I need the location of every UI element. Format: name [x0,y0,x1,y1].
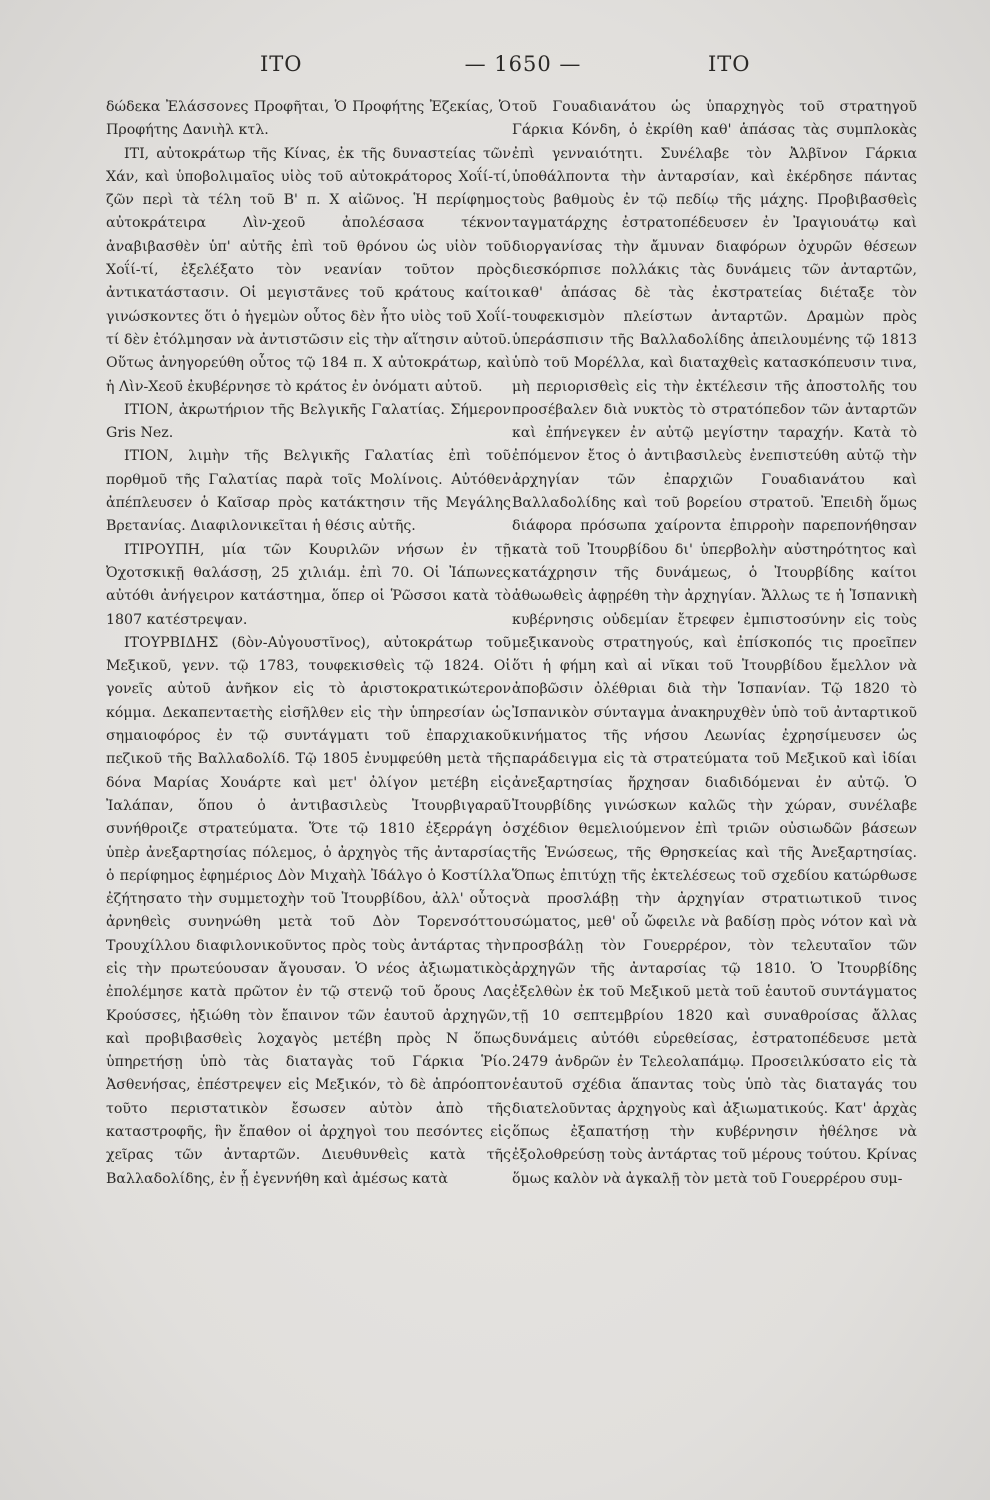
entry-continuation: δώδεκα Ἐλάσσονες Προφῆται, Ὁ Προφήτης Ἐζεκίας, Ὁ Προφήτης Δανιὴλ κτλ. [106,99,511,139]
header-left-word: ΙΤΟ [260,52,303,76]
entry-itourbidis: ΙΤΟΥΡΒΙΔΗΣ (δὸν-Αὐγουστῖνος), αὐτοκράτωρ τοῦ Μεξικοῦ, γενν. τῷ 1783, τουφεκισθεὶς τῷ 1824. Οἱ γονεῖς αὐτοῦ ἀνῆκον εἰς τὸ ἀριστοκρατικώτερον κόμμα. Δεκαπενταετὴς εἰσῆλθεν εἰς τὴν ὑπηρεσίαν ὡς σημαιοφόρος ἐν τῷ συντάγματι τοῦ ἐπαρχιακοῦ πεζικοῦ τῆς Βαλλαδολίδ. Τῷ 1805 ἐνυμφεύθη μετὰ τῆς δόνα Μαρίας Χουάρτε καὶ μετ' ὀλίγον μετέβη εἰς Ἰαλάπαν, ὅπου ὁ ἀντιβασιλεὺς Ἰτουρβιγαραῦ συνήθροιζε στρατεύματα. Ὅτε τῷ 1810 ἐξερράγη ὁ ὑπὲρ ἀνεξαρτησίας πόλεμος, ὁ ἀρχηγὸς τῆς ἀνταρσίας ὁ περίφημος ἐφημέριος Δὸν Μιχαὴλ Ἰδάλγο ὁ Κοστίλλα ἐζήτησατο τὴν συμμετοχὴν τοῦ Ἰτουρβίδου, ἀλλ' οὗτος ἀρνηθεὶς συνηνώθη μετὰ τοῦ Δὸν Τορενσόττου Τρουχίλλου διαφιλονικοῦντος πρὸς τοὺς ἀντάρτας τὴν εἰς τὴν πρωτεύουσαν ἄγουσαν. Ὁ νέος ἀξιωματικὸς ἐπολέμησε κατὰ πρῶτον ἐν τῷ στενῷ τοῦ ὄρους Λας Κρούσσες, ἠξιώθη τὸν ἔπαινον τῶν ἑαυτοῦ ἀρχηγῶν, καὶ προβιβασθεὶς λοχαγὸς μετέβη πρὸς Ν ὅπως ὑπηρετήσῃ ὑπὸ τὰς διαταγὰς τοῦ Γάρκια Ῥίο. Ἀσθενήσας, ἐπέστρεψεν εἰς Μεξικόν, τὸ δὲ ἀπρόοπτον τοῦτο περιστατικὸν ἔσωσεν αὐτὸν ἀπὸ τῆς καταστροφῆς, ἣν ἔπαθον οἱ ἀρχηγοὶ του πεσόντες εἰς χεῖρας τῶν ἀνταρτῶν. Διευθυνθεὶς κατὰ τῆς Βαλλαδολίδης, ἐν ᾗ ἐγεννήθη καὶ ἀμέσως κατὰ [106,634,511,1187]
entry-ition-cape: ΙΤΙΟΝ, ἀκρωτήριον τῆς Βελγικῆς Γαλατίας. Σήμερον Gris Nez. [106,401,511,442]
right-column [512,96,917,1191]
entry-itourbidis-continued: τοῦ Γουαδιανάτου ὡς ὑπαρχηγὸς τοῦ στρατηγοῦ Γάρκια Κόνδη, ὁ ἐκρίθη καθ' ἁπάσας τὰς συμπλοκὰς ἐπὶ γενναιότητι. Συνέλαβε τὸν Ἀλβῖνον Γάρκια ὑποθάλποντα τὴν ἀνταρσίαν, καὶ ἐκέρδησε πάντας τοὺς βαθμοὺς ἐν τῷ πεδίῳ τῆς μάχης. Προβιβασθεὶς ταγματάρχης ἐστρατοπέδευσεν ἐν Ἰραγιουάτῳ καὶ διοργανίσας τὴν ἄμυναν διαφόρων ὀχυρῶν θέσεων διεσκόρπισε πολλάκις τὰς δυνάμεις τῶν ἀνταρτῶν, καθ' ἁπάσας δὲ τὰς ἐκστρατείας διέταξε τὸν τουφεκισμὸν πλείστων ἀνταρτῶν. Δραμὼν πρὸς ὑπεράσπισιν τῆς Βαλλαδολίδης ἀπειλουμένης τῷ 1813 ὑπὸ τοῦ Μορέλλα, καὶ διαταχθεὶς κατασκόπευσιν τινα, μὴ περιορισθεὶς εἰς τὴν ἐκτέλεσιν τῆς ἀποστολῆς του προσέβαλεν διὰ νυκτὸς τὸ στρατόπεδον τῶν ἀνταρτῶν καὶ ἐπήνεγκεν ἐν αὐτῷ μεγίστην ταραχήν. Κατὰ τὸ ἐπόμενον ἔτος ὁ ἀντιβασιλεὺς ἐνεπιστεύθη αὐτῷ τὴν ἀρχηγίαν τῶν ἐπαρχιῶν Γουαδιανάτου καὶ Βαλλαδολίδης καὶ τοῦ βορείου στρατοῦ. Ἐπειδὴ ὅμως διάφορα πρόσωπα χαίροντα ἐπιρροὴν παρεπονήθησαν κατὰ τοῦ Ἰτουρβίδου δι' ὑπερβολὴν αὐστηρότητος καὶ κατάχρησιν τῆς δυνάμεως, ὁ Ἰτουρβίδης καίτοι ἀθωωθεὶς ἀφῃρέθη τὴν ἀρχηγίαν. Ἄλλως τε ἡ Ἰσπανικὴ κυβέρνησις οὐδεμίαν ἔτρεφεν ἐμπιστοσύνην εἰς τοὺς μεξικανοὺς στρατηγούς, καὶ ἐπίσκοπός τις προεῖπεν ὅτι ἡ φήμη καὶ αἱ νῖκαι τοῦ Ἰτουρβίδου ἔμελλον νὰ ἀποβῶσιν ὀλέθριαι διὰ τὴν Ἱσπανίαν. Τῷ 1820 τὸ Ἰσπανικὸν σύνταγμα ἀνακηρυχθὲν ὑπὸ τοῦ ἀνταρτικοῦ κινήματος τῆς νήσου Λεωνίας ἐχρησίμευσεν ὡς παράδειγμα εἰς τὰ στρατεύματα τοῦ Μεξικοῦ καὶ ἰδίαι ἀνεξαρτησίας ἤρχησαν διαδιδόμεναι ἐν αὐτῷ. Ὁ Ἰτουρβίδης γινώσκων καλῶς τὴν χώραν, συνέλαβε σχέδιον θεμελιούμενον ἐπὶ τριῶν οὐσιωδῶν βάσεων τῆς Ἑνώσεως, τῆς Θρησκείας καὶ τῆς Ἀνεξαρτησίας. Ὅπως ἐπιτύχῃ τῆς ἐκτελέσεως τοῦ σχεδίου κατώρθωσε νὰ προσλάβῃ τὴν ἀρχηγίαν στρατιωτικοῦ τινος σώματος, μεθ' οὗ ὤφειλε νὰ βαδίσῃ πρὸς νότον καὶ νὰ προσβάλῃ τὸν Γουερρέρον, τὸν τελευταῖον τῶν ἀρχηγῶν τῆς ἀνταρσίας τῷ 1810. Ὁ Ἰτουρβίδης ἐξελθὼν ἐκ τοῦ Μεξικοῦ μετὰ τοῦ ἑαυτοῦ συντάγματος τῇ 10 σεπτεμβρίου 1820 καὶ συναθροίσας ἄλλας δυνάμεις αὐτόθι εὑρεθείσας, ἐστρατοπέδευσε μετὰ 2479 ἀνδρῶν ἐν Τελεολαπάμῳ. Προσειλκύσατο εἰς τὰ ἑαυτοῦ σχέδια ἅπαντας τοὺς ὑπὸ τὰς διαταγάς του διατελοῦντας ἀρχηγοὺς καὶ ἀξιωματικούς. Κατ' ἀρχὰς ὅπως ἐξαπατήσῃ τὴν κυβέρνησιν ἠθέλησε νὰ ἐξολοθρεύσῃ τοὺς ἀντάρτας τοῦ μέρους τούτου. Κρίνας ὅμως καλὸν νὰ ἀγκαλῇ τὸν μετὰ τοῦ Γουερρέρου συμ- [512,99,917,1187]
header-right-word: ΙΤΟ [708,52,751,76]
running-header [108,52,920,92]
entry-iti: ΙΤΙ, αὐτοκράτωρ τῆς Κίνας, ἐκ τῆς δυναστείας τῶν Χάν, καὶ ὑποβολιμαῖος υἱὸς τοῦ αὐτοκράτορος Χοΐί-τί, ζῶν περὶ τὰ τέλη τοῦ Β' π. Χ αἰῶνος. Ἡ περίφημος αὐτοκράτειρα Λὶν-χεοῦ ἀπολέσασα τέκνον ἀναβιβασθὲν ὑπ' αὐτῆς ἐπὶ τοῦ θρόνου ὡς υἱὸν τοῦ Χοΐί-τί, ἐξελέξατο τὸν νεανίαν τοῦτον πρὸς ἀντικατάστασιν. Οἱ μεγιστᾶνες τοῦ κράτους καίτοι γινώσκοντες ὅτι ὁ ἡγεμὼν οὗτος δὲν ἦτο υἱὸς τοῦ Χοΐί-τί δὲν ἐτόλμησαν νὰ ἀντιστῶσιν εἰς τὴν αἵτησιν αὐτοῦ. Οὕτως ἀνηγορεύθη οὗτος τῷ 184 π. Χ αὐτοκράτωρ, καὶ ἡ Λὶν-Χεοῦ ἐκυβέρνησε τὸ κράτος ἐν ὀνόματι αὐτοῦ. [106,145,511,395]
entry-itiroupi: ΙΤΙΡΟΥΠΗ, μία τῶν Κουριλῶν νήσων ἐν τῇ Ὀχοτσκικῇ θαλάσσῃ, 25 χιλιάμ. ἐπὶ 70. Οἱ Ἰάπωνες αὐτόθι ἀνήγειρον κατάστημα, ὅπερ οἱ Ῥῶσσοι κατὰ τὸ 1807 κατέστρεψαν. [106,541,511,628]
left-column [106,96,511,1191]
page-number: — 1650 — [464,52,582,76]
entry-ition-harbor: ΙΤΙΟΝ, λιμὴν τῆς Βελγικῆς Γαλατίας ἐπὶ τοῦ πορθμοῦ τῆς Γαλατίας παρὰ τοῖς Μολίνοις. Αὐτόθεν ἀπέπλευσεν ὁ Καῖσαρ πρὸς κατάκτησιν τῆς Μεγάλης Βρετανίας. Διαφιλονικεῖται ἡ θέσις αὐτῆς. [106,448,511,535]
